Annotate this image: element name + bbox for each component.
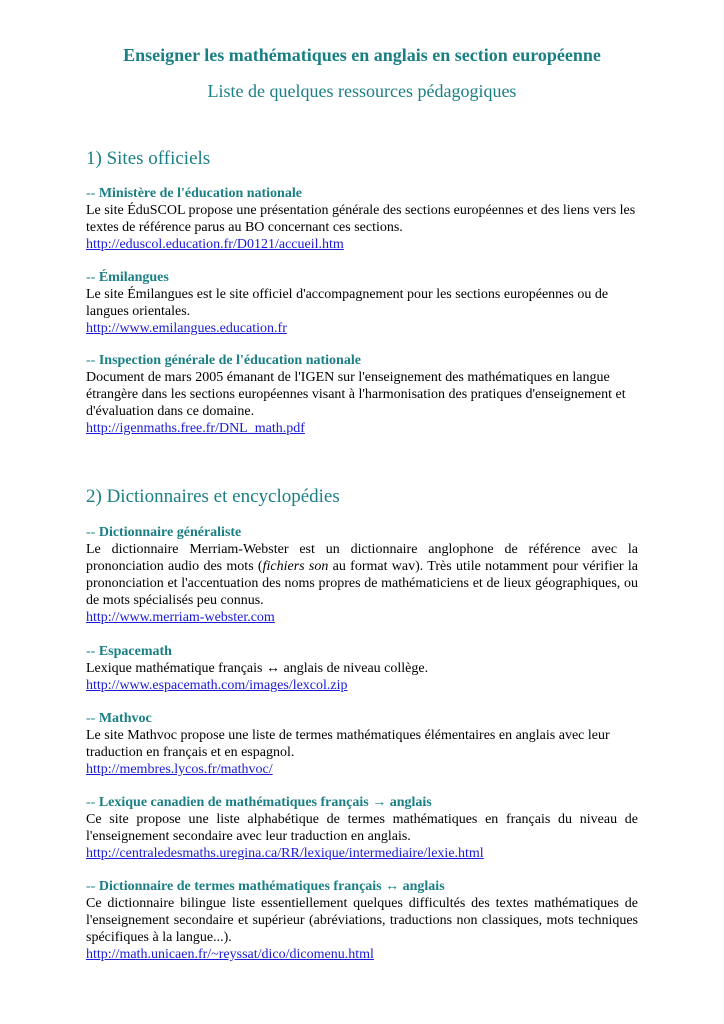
entry-ministere — [86, 185, 638, 253]
entry-mathvoc — [86, 710, 638, 778]
entry-emilangues — [86, 269, 638, 337]
entry-title: -- Dictionnaire généraliste — [86, 525, 242, 540]
entry-espacemath — [86, 643, 638, 694]
entry-title: -- Espacemath — [86, 644, 172, 659]
entry-dictionnaire-termes — [86, 878, 638, 963]
entry-dictionnaire-generaliste — [86, 524, 638, 626]
document-subtitle: Liste de quelques ressources pédagogiques — [207, 81, 517, 101]
entry-description: Le site Mathvoc propose une liste de termes mathématiques élémentaires en anglais avec leur traduction en français et en espagnol. — [86, 728, 610, 760]
entry-igen — [86, 352, 638, 437]
entry-description: Le site ÉduSCOL propose une présentation générale des sections européennes et des liens vers les textes de référence parus au BO concernant ces sections. — [86, 203, 636, 235]
entry-link[interactable]: http://www.espacemath.com/images/lexcol.zip — [86, 678, 348, 693]
section-heading-official-sites: 1) Sites officiels — [86, 148, 211, 169]
entry-title: -- Dictionnaire de termes mathématiques français ↔ anglais — [86, 879, 445, 894]
entry-title: -- Émilangues — [86, 270, 169, 285]
entry-link[interactable]: http://centraledesmaths.uregina.ca/RR/lexique/intermediaire/lexie.html — [86, 846, 484, 861]
entry-link[interactable]: http://www.emilangues.education.fr — [86, 321, 287, 336]
entry-link[interactable]: http://membres.lycos.fr/mathvoc/ — [86, 762, 273, 777]
entry-description: Lexique mathématique français ↔ anglais de niveau collège. — [86, 661, 429, 676]
entry-description: Document de mars 2005 émanant de l'IGEN sur l'enseignement des mathématiques en langue étrangère dans les sections européennes visant à l'harmonisation des pratiques d'enseignement et d'évaluation dans ce domaine. — [86, 370, 626, 419]
entry-description: Le dictionnaire Merriam-Webster est un dictionnaire anglophone de référence avec la prononciation audio des mots (fichiers son au format wav). Très utile notamment pour vérifier la prononciation et l'accentuation des noms propres de mathématiciens et de lieux géographiques, ou de mots spécialisés peu connus. — [86, 542, 638, 608]
entry-link[interactable]: http://eduscol.education.fr/D0121/accueil.htm — [86, 237, 344, 252]
entry-description: Ce dictionnaire bilingue liste essentiellement quelques difficultés des textes mathématiques de l'enseignement secondaire et supérieur (abréviations, traductions non classiques, mots techniques spécifiques à la langue...). — [86, 896, 638, 945]
entry-title: -- Ministère de l'éducation nationale — [86, 186, 302, 201]
entry-lexique-canadien — [86, 794, 638, 862]
document-title: Enseigner les mathématiques en anglais en section européenne — [123, 45, 601, 65]
entry-link[interactable]: http://igenmaths.free.fr/DNL_math.pdf — [86, 421, 305, 436]
section-heading-dictionaries: 2) Dictionnaires et encyclopédies — [86, 486, 340, 507]
entry-link[interactable]: http://math.unicaen.fr/~reyssat/dico/dicomenu.html — [86, 947, 374, 962]
entry-title: -- Lexique canadien de mathématiques français → anglais — [86, 795, 432, 810]
entry-title: -- Inspection générale de l'éducation nationale — [86, 353, 361, 368]
entry-description: Le site Émilangues est le site officiel d'accompagnement pour les sections européennes ou de langues orientales. — [86, 287, 609, 319]
entry-description: Ce site propose une liste alphabétique de termes mathématiques en français du niveau de l'enseignement secondaire avec leur traduction en anglais. — [86, 812, 638, 844]
entry-title: -- Mathvoc — [86, 711, 152, 726]
entry-link[interactable]: http://www.merriam-webster.com — [86, 610, 275, 625]
